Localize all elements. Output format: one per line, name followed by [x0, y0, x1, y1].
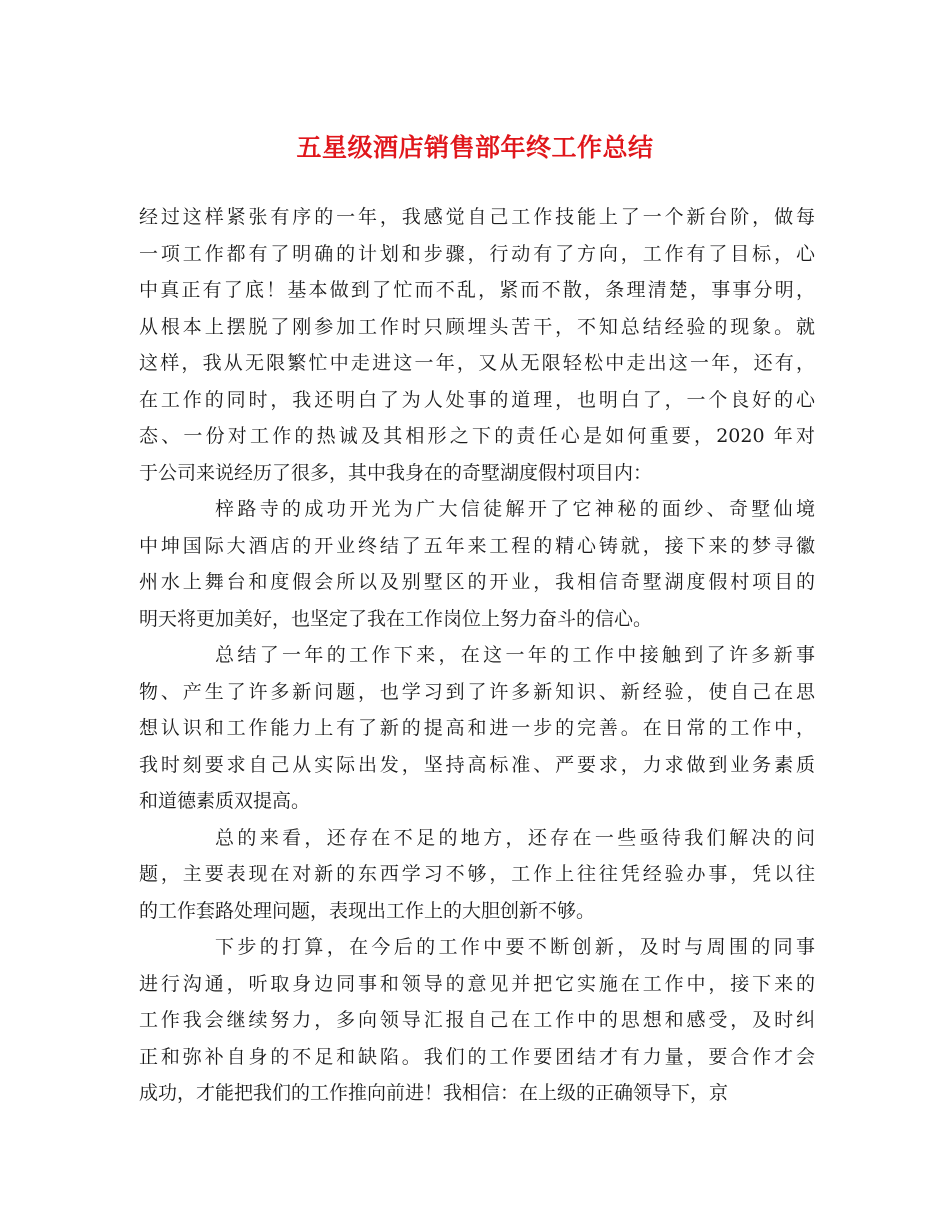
paragraph-line: 总结了一年的工作下来，在这一年的工作中接触到了许多新事 — [215, 644, 815, 666]
paragraph-line: 正和弥补自身的不足和缺陷。我们的工作要团结才有力量，要合作才会 — [139, 1045, 815, 1068]
paragraph-line: 题，主要表现在对新的东西学习不够，工作上往往凭经验办事，凭以往 — [139, 863, 815, 885]
paragraph-line: 中真正有了底！基本做到了忙而不乱，紧而不散，条理清楚，事事分明， — [139, 279, 815, 301]
paragraph — [139, 637, 815, 820]
paragraph-line: 梓路寺的成功开光为广大信徒解开了它神秘的面纱、奇墅仙境 — [215, 498, 815, 520]
paragraph-line: 一项工作都有了明确的计划和步骤，行动有了方向，工作有了目标，心 — [139, 242, 815, 265]
paragraph-line: 我时刻要求自己从实际出发，坚持高标准、严要求，力求做到业务素质 — [139, 753, 815, 776]
paragraph-line: 下步的打算，在今后的工作中要不断创新，及时与周围的同事 — [215, 936, 815, 958]
paragraph-line: 和道德素质双提高。 — [139, 790, 311, 812]
paragraph-line: 成功，才能把我们的工作推向前进！我相信：在上级的正确领导下，京 — [139, 1082, 729, 1104]
paragraph-line: 中坤国际大酒店的开业终结了五年来工程的精心铸就，接下来的梦寻徽 — [139, 534, 815, 557]
paragraph-line: 工作我会继续努力，多向领导汇报自己在工作中的思想和感受，及时纠 — [139, 1009, 815, 1031]
paragraph-line: 进行沟通，听取身边同事和领导的意见并把它实施在工作中，接下来的 — [139, 972, 815, 995]
paragraph-line: 经过这样紧张有序的一年，我感觉自己工作技能上了一个新台阶，做每 — [139, 206, 815, 228]
paragraph-line: 明天将更加美好，也坚定了我在工作岗位上努力奋斗的信心。 — [139, 607, 653, 630]
paragraph-line: 的工作套路处理问题，表现出工作上的大胆创新不够。 — [139, 899, 596, 922]
paragraph-line: 于公司来说经历了很多，其中我身在的奇墅湖度假村项目内： — [139, 461, 653, 484]
paragraph-line: 在工作的同时，我还明白了为人处事的道理，也明白了，一个良好的心 — [139, 388, 815, 411]
paragraph — [139, 491, 815, 637]
paragraph-line: 这样，我从无限繁忙中走进这一年，又从无限轻松中走出这一年，还有， — [139, 352, 815, 374]
paragraph-line: 从根本上摆脱了刚参加工作时只顾埋头苦干，不知总结经验的现象。就 — [139, 315, 815, 338]
paragraph-line: 物、产生了许多新问题，也学习到了许多新知识、新经验，使自己在思 — [139, 680, 815, 703]
paragraph — [139, 820, 815, 930]
paragraph — [139, 199, 815, 491]
paragraph-line: 想认识和工作能力上有了新的提高和进一步的完善。在日常的工作中， — [139, 717, 815, 739]
paragraph-line: 态、一份对工作的热诚及其相形之下的责任心是如何重要，2020 年对 — [139, 425, 815, 447]
paragraph — [139, 929, 815, 1112]
paragraph-line: 总的来看，还存在不足的地方，还存在一些亟待我们解决的问 — [215, 826, 815, 849]
document-title: 五星级酒店销售部年终工作总结 — [296, 133, 654, 162]
document-body — [139, 199, 815, 1112]
paragraph-line: 州水上舞台和度假会所以及别墅区的开业，我相信奇墅湖度假村项目的 — [139, 571, 815, 593]
